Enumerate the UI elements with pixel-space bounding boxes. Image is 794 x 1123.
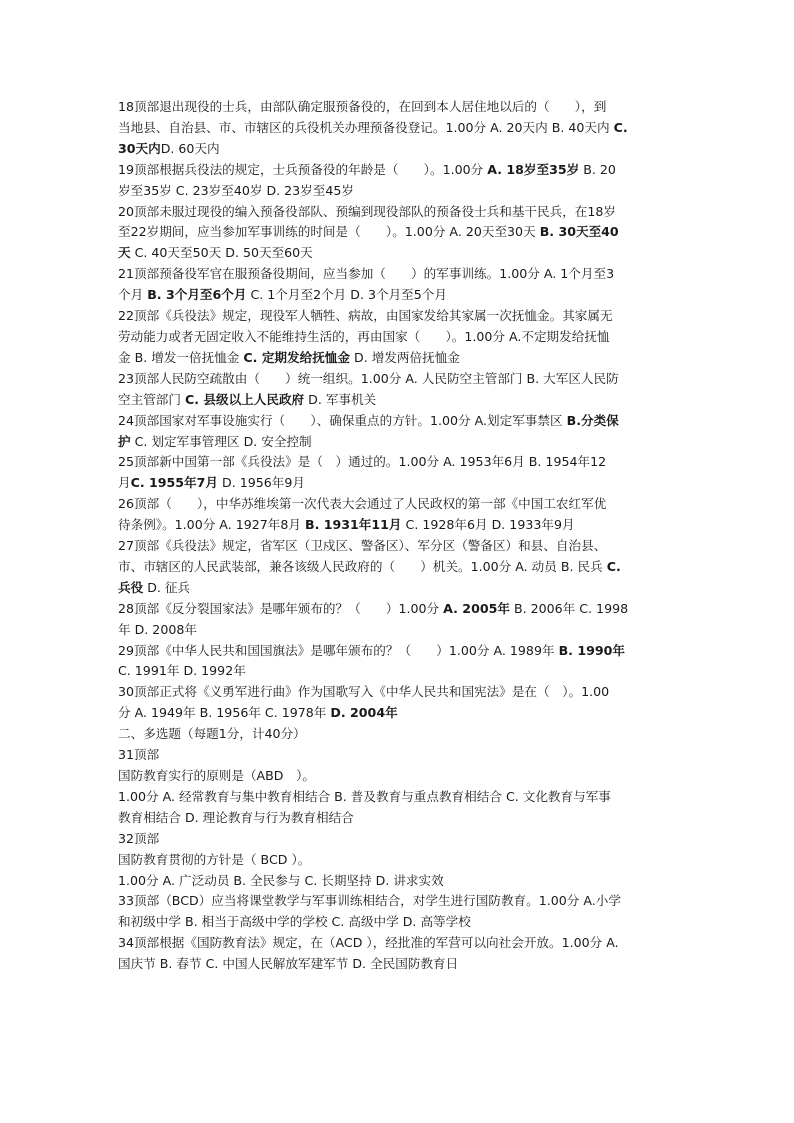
answer-bold: B.分类保 bbox=[566, 412, 619, 428]
question-text: D. 征兵 bbox=[147, 579, 191, 595]
question-24 bbox=[118, 411, 680, 453]
question-options: 1.00分 A. 广泛动员 B. 全民参与 C. 长期坚持 D. 讲求实效 bbox=[118, 872, 444, 888]
answer-bold: B. 1990年 bbox=[558, 642, 625, 658]
question-text: 26顶部（ ），中华苏维埃第一次代表大会通过了人民政权的第一部《中国工农红军优 bbox=[118, 496, 607, 512]
question-text: 18顶部退出现役的士兵，由部队确定服预备役的，在回到本人居住地以后的（ ），到 bbox=[118, 99, 607, 114]
question-text: 年 D. 2008年 bbox=[118, 621, 197, 637]
question-20 bbox=[118, 202, 680, 265]
question-text: 27顶部《兵役法》规定，省军区（卫戍区、警备区）、军分区（警备区）和县、自治县、 bbox=[118, 538, 607, 554]
question-text: D. 60天内 bbox=[160, 140, 220, 156]
question-text: 待条例》。1.00分 A. 1927年8月 bbox=[118, 517, 301, 533]
question-text: D. 军事机关 bbox=[308, 391, 377, 407]
question-text: 市、市辖区的人民武装部，兼各该级人民政府的（ ）机关。1.00分 A. 动员 B. 民兵 bbox=[118, 558, 603, 574]
question-32 bbox=[118, 829, 680, 892]
question-28 bbox=[118, 599, 680, 641]
answer-bold: D. 2004年 bbox=[330, 705, 398, 721]
question-29 bbox=[118, 641, 680, 683]
answer-bold: 兵役 bbox=[118, 579, 144, 595]
answer-bold: C. bbox=[613, 119, 628, 135]
answer-bold: 30天内 bbox=[118, 140, 161, 156]
question-options: 教育相结合 D. 理论教育与行为教育相结合 bbox=[118, 809, 354, 825]
question-19 bbox=[118, 160, 680, 202]
question-text: 25顶部新中国第一部《兵役法》是（ ）通过的。1.00分 A. 1953年6月 B. 1954年12 bbox=[118, 454, 607, 470]
question-options: 国庆节 B. 春节 C. 中国人民解放军建军节 D. 全民国防教育日 bbox=[118, 956, 459, 972]
question-27 bbox=[118, 536, 680, 599]
question-23 bbox=[118, 369, 680, 411]
question-text: 金 B. 增发一倍抚恤金 bbox=[118, 349, 240, 365]
question-text: 33顶部（BCD）应当将课堂教学与军事训练相结合，对学生进行国防教育。1.00分 A.小学 bbox=[118, 893, 621, 909]
answer-bold: A. 2005年 bbox=[443, 600, 510, 616]
question-text: C. 1个月至2个月 D. 3个月至5个月 bbox=[250, 287, 447, 303]
answer-bold: B. 1931年11月 bbox=[304, 517, 402, 533]
answer-bold: 天 bbox=[118, 245, 131, 261]
question-text: C. 1928年6月 D. 1933年9月 bbox=[405, 517, 575, 533]
answer-bold: A. 18岁至35岁 bbox=[487, 161, 580, 177]
document-page bbox=[118, 97, 680, 975]
question-text: 个月 bbox=[118, 287, 144, 303]
answer-bold: 护 bbox=[118, 433, 131, 449]
question-31 bbox=[118, 745, 680, 829]
question-text: 劳动能力或者无固定收入不能维持生活的，再由国家（ ）。1.00分 A.不定期发给抚恤 bbox=[118, 328, 610, 344]
question-text: 岁至35岁 C. 23岁至40岁 D. 23岁至45岁 bbox=[118, 182, 354, 198]
section-heading: 二、多选题（每题1分，计40分） bbox=[118, 726, 306, 742]
answer-bold: B. 30天至40 bbox=[539, 224, 619, 240]
answer-bold: C. bbox=[606, 558, 621, 574]
question-text: C. 1991年 D. 1992年 bbox=[118, 663, 246, 679]
question-21 bbox=[118, 264, 680, 306]
question-text: C. 40天至50天 D. 50天至60天 bbox=[134, 245, 313, 261]
question-text: 23顶部人民防空疏散由（ ）统一组织。1.00分 A. 人民防空主管部门 B. 大军区人民防 bbox=[118, 370, 619, 386]
question-30 bbox=[118, 682, 680, 724]
question-25 bbox=[118, 452, 680, 494]
answer-bold: B. 3个月至6个月 bbox=[147, 287, 247, 303]
question-text: 分 A. 1949年 B. 1956年 C. 1978年 bbox=[118, 705, 327, 721]
question-text: 30顶部正式将《义勇军进行曲》作为国歌写入《中华人民共和国宪法》是在（ ）。1.00 bbox=[118, 684, 610, 700]
question-22 bbox=[118, 306, 680, 369]
question-number: 32顶部 bbox=[118, 830, 160, 846]
question-text: 20顶部未服过现役的编入预备役部队、预编到现役部队的预备役士兵和基干民兵，在18岁 bbox=[118, 203, 617, 219]
question-text: 22顶部《兵役法》规定，现役军人牺牲、病故，由国家发给其家属一次抚恤金。其家属无 bbox=[118, 308, 613, 324]
question-text: 24顶部国家对军事设施实行（ ）、确保重点的方针。1.00分 A.划定军事禁区 bbox=[118, 412, 563, 428]
question-text: 至22岁期间，应当参加军事训练的时间是（ ）。1.00分 A. 20天至30天 bbox=[118, 224, 536, 240]
question-text: 28顶部《反分裂国家法》是哪年颁布的？（ ）1.00分 bbox=[118, 600, 440, 616]
question-text: B. 20 bbox=[583, 161, 616, 177]
question-text: 19顶部根据兵役法的规定，士兵预备役的年龄是（ ）。1.00分 bbox=[118, 161, 484, 177]
question-options: 和初级中学 B. 相当于高级中学的学校 C. 高级中学 D. 高等学校 bbox=[118, 914, 471, 930]
question-text: C. 划定军事管理区 D. 安全控制 bbox=[134, 433, 312, 449]
question-number: 31顶部 bbox=[118, 747, 160, 763]
question-34 bbox=[118, 933, 680, 975]
question-options: 1.00分 A. 经常教育与集中教育相结合 B. 普及教育与重点教育相结合 C. 文化教育与军事 bbox=[118, 788, 611, 804]
question-text: 当地县、自治县、市、市辖区的兵役机关办理预备役登记。1.00分 A. 20天内 B. 40天内 bbox=[118, 119, 610, 135]
question-18 bbox=[118, 97, 680, 160]
question-text: 21顶部预备役军官在服预备役期间，应当参加（ ）的军事训练。1.00分 A. 1个月至3 bbox=[118, 266, 615, 282]
question-26 bbox=[118, 494, 680, 536]
question-text: 月 bbox=[118, 475, 131, 491]
question-text: 34顶部根据《国防教育法》规定，在（ACD ），经批准的军营可以向社会开放。1.00分 A. bbox=[118, 935, 619, 951]
question-text: D. 增发两倍抚恤金 bbox=[354, 349, 460, 365]
answer-bold: C. 定期发给抚恤金 bbox=[243, 349, 350, 365]
question-text: 国防教育贯彻的方针是（ BCD ）。 bbox=[118, 851, 311, 867]
question-text: 29顶部《中华人民共和国国旗法》是哪年颁布的？（ ）1.00分 A. 1989年 bbox=[118, 642, 555, 658]
question-33 bbox=[118, 891, 680, 933]
question-text: D. 1956年9月 bbox=[222, 475, 305, 491]
answer-bold: C. 1955年7月 bbox=[130, 475, 219, 491]
question-text: 空主管部门 bbox=[118, 391, 181, 407]
answer-bold: C. 县级以上人民政府 bbox=[184, 391, 305, 407]
question-text: B. 2006年 C. 1998 bbox=[513, 600, 629, 616]
question-text: 国防教育实行的原则是（ABD ）。 bbox=[118, 768, 315, 783]
